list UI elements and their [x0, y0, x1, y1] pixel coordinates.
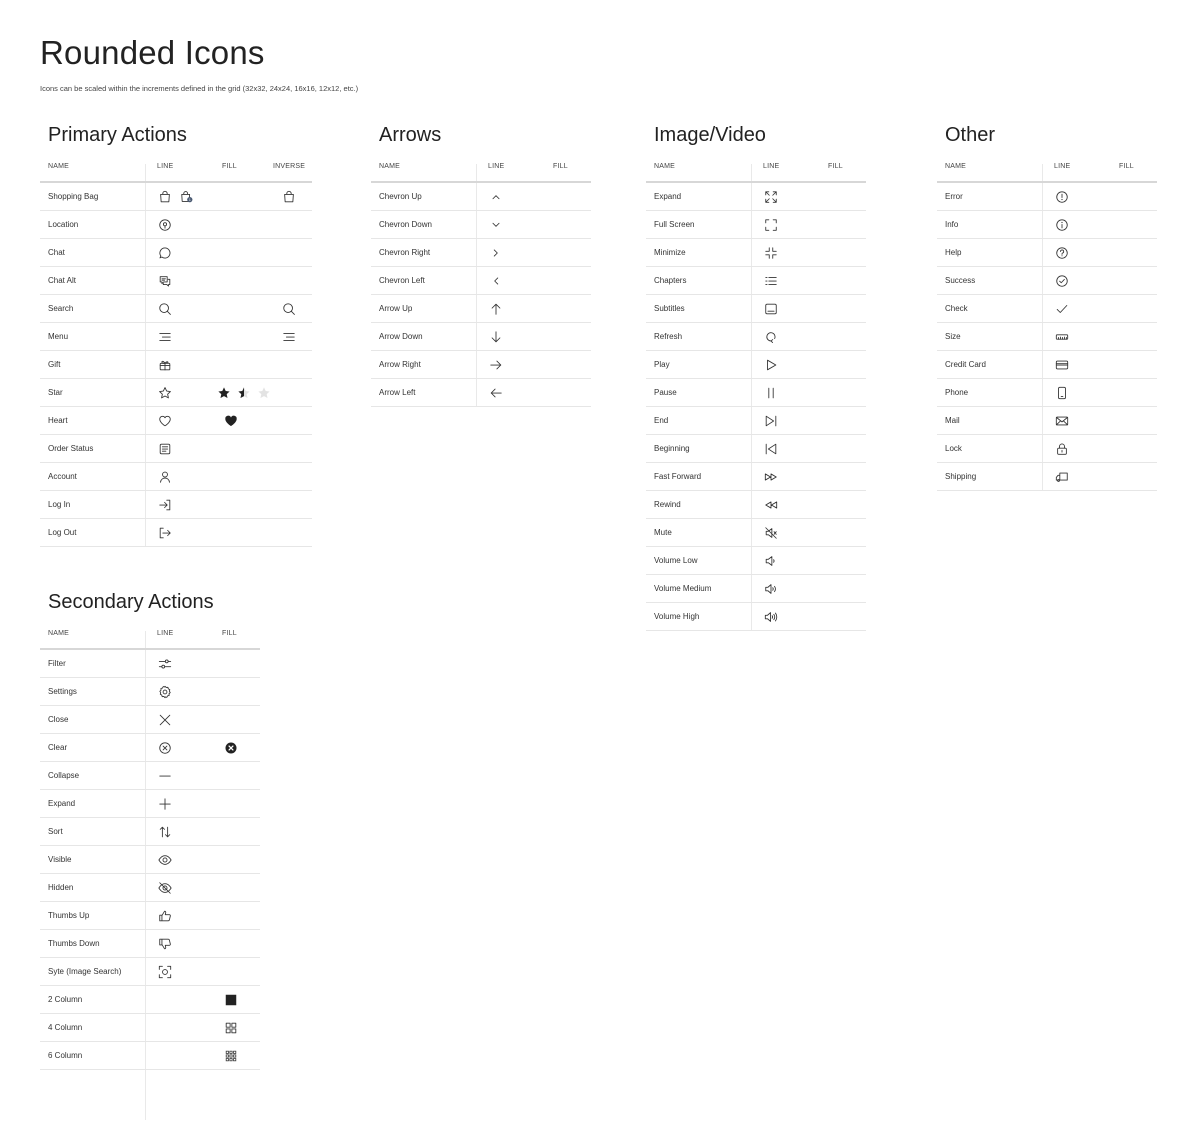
chevron-down-icon — [489, 218, 503, 232]
section-arrows — [371, 121, 591, 407]
table-row — [371, 267, 591, 295]
icon-name: Thumbs Down — [48, 939, 100, 948]
icon-table — [40, 617, 260, 1120]
fast-forward-icon — [764, 470, 778, 484]
log-in-icon — [158, 498, 172, 512]
table-header — [937, 150, 1157, 183]
table-row — [646, 295, 866, 323]
header-fill: FILL — [553, 163, 568, 170]
icon-name: Thumbs Up — [48, 911, 90, 920]
header-fill: FILL — [828, 163, 843, 170]
subtitles-icon — [764, 302, 778, 316]
header-line: LINE — [488, 163, 505, 170]
table-row — [646, 183, 866, 211]
chapters-icon — [764, 274, 778, 288]
table-row — [40, 323, 312, 351]
table-row — [40, 239, 312, 267]
section-title: Other — [945, 124, 996, 146]
icon-name: Size — [945, 332, 961, 341]
expand-icon — [764, 190, 778, 204]
page-subtitle: Icons can be scaled within the increments defined in the grid (32x32, 24x24, 16x16, 12x12, etc.) — [40, 84, 359, 93]
header-name: NAME — [379, 163, 401, 170]
table-row — [646, 463, 866, 491]
header-name: NAME — [654, 163, 676, 170]
table-row — [40, 1042, 260, 1070]
icon-table — [937, 150, 1157, 491]
star-half-icon — [237, 386, 251, 400]
table-row — [40, 762, 260, 790]
icon-name: End — [654, 416, 669, 425]
close-icon — [158, 713, 172, 727]
table-row — [646, 379, 866, 407]
order-status-icon — [158, 442, 172, 456]
header-fill: FILL — [1119, 163, 1134, 170]
collapse-icon — [158, 769, 172, 783]
icon-name: Pause — [654, 388, 677, 397]
table-row — [646, 435, 866, 463]
table-row — [937, 351, 1157, 379]
table-row — [40, 818, 260, 846]
icon-name: Shopping Bag — [48, 192, 99, 201]
arrow-down-icon — [489, 330, 503, 344]
icon-name: Gift — [48, 360, 61, 369]
table-row — [646, 323, 866, 351]
icon-name: Settings — [48, 687, 77, 696]
arrow-up-icon — [489, 302, 503, 316]
section-secondary — [40, 588, 260, 1120]
table-row — [371, 211, 591, 239]
icon-name: Mute — [654, 528, 672, 537]
icon-name: Beginning — [654, 444, 690, 453]
header-line: LINE — [157, 630, 174, 637]
icon-name: Arrow Down — [379, 332, 423, 341]
icon-table — [646, 150, 866, 631]
icon-table — [40, 150, 312, 547]
header-line: LINE — [763, 163, 780, 170]
thumbs-down-icon — [158, 937, 172, 951]
icon-name: Arrow Right — [379, 360, 421, 369]
icon-name: Visible — [48, 855, 72, 864]
table-row — [40, 491, 312, 519]
icon-name: Syte (Image Search) — [48, 967, 122, 976]
icon-name: 4 Column — [48, 1023, 83, 1032]
beginning-icon — [764, 442, 778, 456]
icon-table — [371, 150, 591, 407]
table-row — [40, 958, 260, 986]
icon-name: Arrow Up — [379, 304, 413, 313]
pause-icon — [764, 386, 778, 400]
icon-name: Sort — [48, 827, 63, 836]
icon-name: Volume Low — [654, 556, 698, 565]
icon-name: Arrow Left — [379, 388, 416, 397]
table-row — [937, 183, 1157, 211]
table-row — [646, 491, 866, 519]
header-fill: FILL — [222, 630, 237, 637]
volume-high-icon — [764, 610, 778, 624]
four-column-icon — [224, 1021, 238, 1035]
table-row — [646, 407, 866, 435]
section-imagevideo — [646, 121, 866, 631]
icon-name: Help — [945, 248, 962, 257]
table-row — [40, 1014, 260, 1042]
table-row — [40, 846, 260, 874]
play-icon — [764, 358, 778, 372]
phone-icon — [1055, 386, 1069, 400]
table-row — [40, 267, 312, 295]
table-header — [40, 617, 260, 650]
table-row — [40, 519, 312, 547]
icon-name: Info — [945, 220, 959, 229]
settings-icon — [158, 685, 172, 699]
icon-name: Full Screen — [654, 220, 695, 229]
six-column-icon — [224, 1049, 238, 1063]
log-out-icon — [158, 526, 172, 540]
filter-icon — [158, 657, 172, 671]
table-row — [937, 211, 1157, 239]
icon-name: Chevron Right — [379, 248, 431, 257]
table-row — [937, 323, 1157, 351]
icon-name: Expand — [654, 192, 682, 201]
icon-name: Menu — [48, 332, 69, 341]
table-row — [646, 603, 866, 631]
table-row — [40, 407, 312, 435]
table-row — [40, 650, 260, 678]
heart-fill-icon — [224, 414, 238, 428]
icon-name: Log In — [48, 500, 71, 509]
icon-name: Star — [48, 388, 63, 397]
location-icon — [158, 218, 172, 232]
icon-name: Chat Alt — [48, 276, 77, 285]
help-icon — [1055, 246, 1069, 260]
gift-icon — [158, 358, 172, 372]
mute-icon — [764, 526, 778, 540]
icon-name: Collapse — [48, 771, 80, 780]
section-primary — [40, 121, 312, 547]
table-row — [646, 547, 866, 575]
table-row — [371, 239, 591, 267]
svg-text:1: 1 — [188, 197, 191, 202]
shopping-bag-icon — [282, 190, 296, 204]
rewind-icon — [764, 498, 778, 512]
icon-name: Filter — [48, 659, 66, 668]
table-row — [646, 211, 866, 239]
table-row — [371, 183, 591, 211]
table-row — [40, 706, 260, 734]
icon-name: Minimize — [654, 248, 686, 257]
table-row — [40, 874, 260, 902]
icon-name: Hidden — [48, 883, 74, 892]
credit-card-icon — [1055, 358, 1069, 372]
table-row — [937, 239, 1157, 267]
icon-name: Error — [945, 192, 963, 201]
icon-name: 6 Column — [48, 1051, 83, 1060]
chevron-up-icon — [489, 190, 503, 204]
table-row — [40, 351, 312, 379]
success-icon — [1055, 274, 1069, 288]
icon-name: Refresh — [654, 332, 683, 341]
thumbs-up-icon — [158, 909, 172, 923]
icon-name: Lock — [945, 444, 962, 453]
icon-name: Account — [48, 472, 77, 481]
table-header — [646, 150, 866, 183]
table-row — [40, 678, 260, 706]
table-row — [40, 379, 312, 407]
table-header — [40, 150, 312, 183]
icon-name: Subtitles — [654, 304, 685, 313]
icon-name: Mail — [945, 416, 960, 425]
error-icon — [1055, 190, 1069, 204]
menu-icon — [158, 330, 172, 344]
shopping-bag-icon — [158, 190, 172, 204]
clear-icon — [158, 741, 172, 755]
icon-name: Expand — [48, 799, 76, 808]
page-title: Rounded Icons — [40, 34, 265, 71]
table-row — [371, 295, 591, 323]
image-search-icon — [158, 965, 172, 979]
menu-icon — [282, 330, 296, 344]
icon-name: Chapters — [654, 276, 687, 285]
header-inverse: INVERSE — [273, 163, 306, 170]
section-title: Arrows — [379, 124, 442, 146]
table-row — [40, 211, 312, 239]
shopping-bag-badge-icon — [180, 190, 194, 204]
visible-icon — [158, 853, 172, 867]
header-line: LINE — [157, 163, 174, 170]
icon-name: Clear — [48, 743, 68, 752]
icon-name: Chat — [48, 248, 65, 257]
icon-name: Volume Medium — [654, 584, 712, 593]
header-fill: FILL — [222, 163, 237, 170]
header-name: NAME — [48, 163, 70, 170]
table-row — [937, 463, 1157, 491]
table-row — [646, 267, 866, 295]
chevron-right-icon — [489, 246, 503, 260]
star-empty-icon — [257, 386, 271, 400]
icon-name: Fast Forward — [654, 472, 702, 481]
section-other — [937, 121, 1157, 491]
icon-name: Check — [945, 304, 968, 313]
arrow-right-icon — [489, 358, 503, 372]
size-icon — [1055, 330, 1069, 344]
shipping-icon — [1055, 470, 1069, 484]
volume-low-icon — [764, 554, 778, 568]
icon-name: Chevron Left — [379, 276, 425, 285]
table-row — [371, 351, 591, 379]
table-row — [40, 930, 260, 958]
header-name: NAME — [48, 630, 70, 637]
table-row — [40, 295, 312, 323]
table-row — [646, 519, 866, 547]
table-tail — [40, 1070, 260, 1120]
table-row — [937, 407, 1157, 435]
info-icon — [1055, 218, 1069, 232]
table-row — [40, 435, 312, 463]
table-row — [40, 986, 260, 1014]
two-column-icon — [224, 993, 238, 1007]
heart-icon — [158, 414, 172, 428]
icon-name: Log Out — [48, 528, 77, 537]
icon-name: Order Status — [48, 444, 94, 453]
table-row — [646, 575, 866, 603]
icon-name: Heart — [48, 416, 68, 425]
minimize-icon — [764, 246, 778, 260]
search-icon — [282, 302, 296, 316]
section-title: Secondary Actions — [48, 591, 214, 613]
icon-name: Credit Card — [945, 360, 986, 369]
arrow-left-icon — [489, 386, 503, 400]
hidden-icon — [158, 881, 172, 895]
header-name: NAME — [945, 163, 967, 170]
table-row — [371, 379, 591, 407]
table-row — [40, 463, 312, 491]
end-icon — [764, 414, 778, 428]
chat-icon — [158, 246, 172, 260]
table-row — [646, 239, 866, 267]
header-line: LINE — [1054, 163, 1071, 170]
chat-alt-icon — [158, 274, 172, 288]
table-row — [937, 267, 1157, 295]
account-icon — [158, 470, 172, 484]
icon-name: Chevron Down — [379, 220, 432, 229]
search-icon — [158, 302, 172, 316]
icon-name: Rewind — [654, 500, 681, 509]
icon-name: 2 Column — [48, 995, 83, 1004]
icon-name: Search — [48, 304, 74, 313]
chevron-left-icon — [489, 274, 503, 288]
section-title: Image/Video — [654, 124, 766, 146]
icon-name: Volume High — [654, 612, 700, 621]
star-icon — [158, 386, 172, 400]
table-row — [40, 734, 260, 762]
lock-icon — [1055, 442, 1069, 456]
icon-name: Play — [654, 360, 670, 369]
icon-name: Success — [945, 276, 976, 285]
icon-name: Phone — [945, 388, 969, 397]
table-header — [371, 150, 591, 183]
plus-icon — [158, 797, 172, 811]
table-row — [646, 351, 866, 379]
table-row — [937, 435, 1157, 463]
table-row — [371, 323, 591, 351]
table-row — [937, 295, 1157, 323]
table-row — [937, 379, 1157, 407]
volume-medium-icon — [764, 582, 778, 596]
check-icon — [1055, 302, 1069, 316]
clear-fill-icon — [224, 741, 238, 755]
section-title: Primary Actions — [48, 124, 187, 146]
sort-icon — [158, 825, 172, 839]
refresh-icon — [764, 330, 778, 344]
table-row — [40, 790, 260, 818]
mail-icon — [1055, 414, 1069, 428]
table-row — [40, 902, 260, 930]
icon-name: Close — [48, 715, 69, 724]
star-fill-icon — [217, 386, 231, 400]
icon-name: Shipping — [945, 472, 977, 481]
table-row — [40, 183, 312, 211]
full-screen-icon — [764, 218, 778, 232]
icon-name: Chevron Up — [379, 192, 422, 201]
icon-name: Location — [48, 220, 79, 229]
